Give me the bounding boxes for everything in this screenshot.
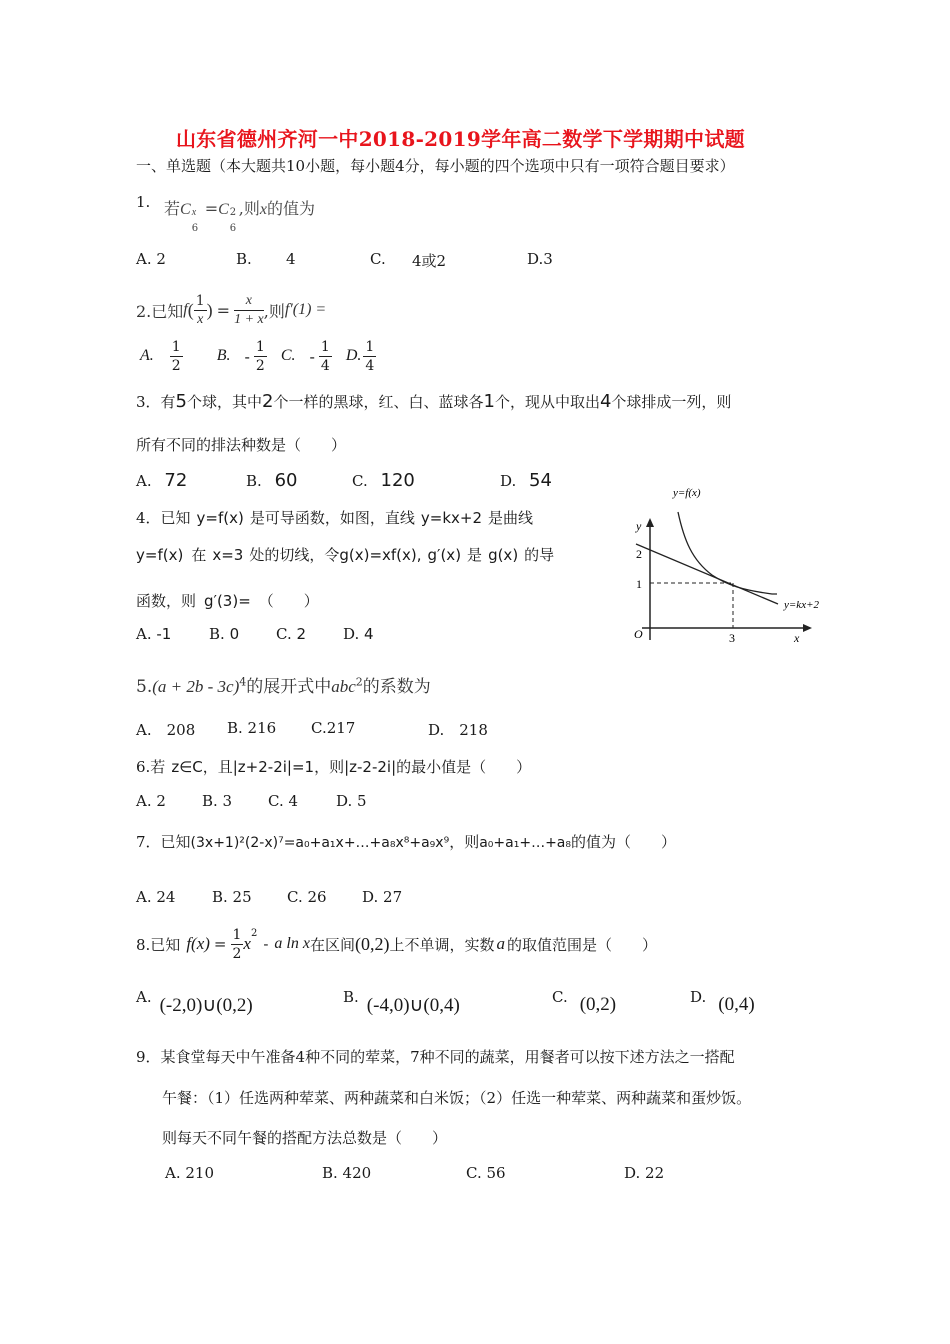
q3-option-b <box>246 470 297 491</box>
q8-option-a <box>136 988 253 1016</box>
q9-line1: 9．某食堂每天中午准备4种不同的荤菜，7种不同的蔬菜，用餐者可以按下述方法之一搭配 <box>136 1048 735 1066</box>
q1-option-c-value: 4或2 <box>412 252 447 270</box>
q4-b-label: B. <box>209 625 225 643</box>
q4-line3 <box>136 590 319 611</box>
q6-stem <box>136 756 531 777</box>
q8-c-value: (0,2) <box>579 994 617 1015</box>
q2-then: ,则 <box>263 301 285 321</box>
q4-a-label: A. <box>136 625 152 643</box>
q2-fprime: f′(1) = <box>284 301 327 318</box>
q5-abc: abc <box>331 677 356 696</box>
q5-expr: (a + 2b - 3c) <box>152 677 240 696</box>
q4-text-e: 处的切线，令 <box>249 546 340 564</box>
q4-d-value: 4 <box>364 625 374 643</box>
q4-c-value: 2 <box>296 625 307 643</box>
q1-sup-x: x <box>191 207 197 218</box>
q5-option-a: A. 208 <box>136 721 196 739</box>
q1-c2: C <box>218 201 229 218</box>
tick-1: 1 <box>636 577 642 591</box>
q8-a-label: A. <box>136 988 152 1006</box>
q5-stem <box>136 672 431 697</box>
q5-tail: 的系数为 <box>362 677 431 697</box>
q4-g2: g(x) <box>488 546 519 564</box>
q8-x: (x) <box>191 934 210 953</box>
q6-option-b: B. 3 <box>202 792 233 810</box>
q8-sq: 2 <box>250 928 258 939</box>
q3-option-d <box>500 470 552 491</box>
origin-label: O <box>634 627 643 641</box>
q7-option-d: D. 27 <box>362 888 403 906</box>
q8-d-value: (0,4) <box>718 994 755 1015</box>
tangent-line <box>636 544 778 604</box>
q7-text-b: ，则 <box>449 833 480 851</box>
q2-frac-num: 1 <box>195 292 205 309</box>
q4-fx: y=f(x) <box>196 509 244 527</box>
q8-option-c <box>552 988 617 1015</box>
q4-option-b <box>209 625 239 643</box>
q1-option-a: A. 2 <box>136 250 166 268</box>
q8-f: f <box>186 934 192 953</box>
q9-option-c: C. 56 <box>466 1164 506 1182</box>
q1-c1: C <box>180 201 191 218</box>
q3-b-value: 60 <box>274 470 298 491</box>
q4-option-a <box>136 625 171 643</box>
y-axis-arrow <box>646 518 654 527</box>
q4-gprime: g′(x) <box>427 546 462 564</box>
q4-a-value: -1 <box>156 625 172 643</box>
q2-a-num: 1 <box>171 338 181 355</box>
q4-b-value: 0 <box>229 625 240 643</box>
q4-text-b: 是可导函数，如图，直线 <box>249 509 415 527</box>
q1-eq: = <box>204 199 219 218</box>
q4-line1 <box>136 507 533 528</box>
q6-option-d: D. 5 <box>336 792 367 810</box>
q6-option-c: C. 4 <box>268 792 299 810</box>
q3-option-a <box>136 470 187 491</box>
q8-text-a: 8.已知 <box>136 935 181 954</box>
q8-a-value: (-2,0)∪(0,2) <box>159 995 253 1016</box>
q2-b-den: 2 <box>255 357 265 374</box>
q4-text-d: 在 <box>191 546 207 564</box>
q1-option-b-value: 4 <box>286 250 296 268</box>
q2-option-a: A. <box>140 347 154 364</box>
q3-text-c: 个一样的黑球，红、白、蓝球各 <box>273 393 484 411</box>
q4-d-label: D. <box>343 625 360 643</box>
q8-b-value: (-4,0)∪(0,4) <box>366 995 460 1016</box>
q2-rhs-den: 1 + x <box>234 311 264 327</box>
q3-n4: 4 <box>599 391 612 412</box>
curve-fx <box>678 512 777 594</box>
q6-text-c: ，则 <box>314 758 345 776</box>
q2-b-num: 1 <box>255 338 265 355</box>
q8-interval: (0,2) <box>354 933 390 954</box>
q4-option-c <box>276 625 306 643</box>
q7-text-c: 的值为（ ） <box>570 833 676 851</box>
q3-line1 <box>136 391 731 412</box>
q8-option-d <box>690 988 755 1015</box>
q7-text-a: 7．已知 <box>136 833 191 851</box>
q2-d-den: 4 <box>365 357 375 374</box>
q4-gx: g(x)=xf(x), <box>339 546 422 564</box>
q9-option-b: B. 420 <box>322 1164 372 1182</box>
page-title: 山东省德州齐河一中2018-2019学年高二数学下学期期中试题 <box>176 127 745 151</box>
q5-mid: 的展开式中 <box>246 677 332 697</box>
section-header: 一、单选题（本大题共10小题，每小题4分，每小题的四个选项中只有一项符合题目要求） <box>136 157 735 175</box>
q7-expr: (3x+1)²(2-x)⁷=a₀+a₁x+…+a₈x⁸+a₉x⁹ <box>190 835 450 851</box>
q4-graph <box>612 480 842 650</box>
q3-d-label: D. <box>500 472 517 490</box>
q3-line2: 所有不同的排法种数是（ ） <box>136 436 347 454</box>
q2-b-sign: - <box>244 346 250 366</box>
q3-n5: 5 <box>175 391 187 412</box>
q3-n2: 2 <box>262 391 274 412</box>
q1-text-c: 的值为 <box>266 199 315 218</box>
q5-option-c: C.217 <box>311 719 356 737</box>
q8-text-c: 上不单调，实数 <box>389 935 495 954</box>
q8-half-num: 1 <box>232 926 242 943</box>
q1-x: x <box>259 201 267 218</box>
q3-text-d: 个，现从中取出 <box>494 393 600 411</box>
q4-x3: x=3 <box>212 546 244 564</box>
q2-c-num: 1 <box>320 338 330 355</box>
q2-frac-den: x <box>197 311 204 327</box>
q7-option-a: A. 24 <box>136 888 176 906</box>
q9-option-d: D. 22 <box>624 1164 665 1182</box>
q3-d-value: 54 <box>529 470 552 491</box>
q2-f: f <box>183 301 188 318</box>
q3-a-value: 72 <box>164 470 188 491</box>
q2-option-c: C. <box>280 347 296 364</box>
q7-option-b: B. 25 <box>212 888 252 906</box>
q4-text-f: 是 <box>467 546 483 564</box>
q7-option-c: C. 26 <box>287 888 327 906</box>
q4-c-label: C. <box>276 625 292 643</box>
q8-b-label: B. <box>343 988 359 1006</box>
q4-line2 <box>136 544 554 565</box>
x-axis-arrow <box>803 624 812 632</box>
q1-number: 1. <box>136 193 151 211</box>
q5-pow: 4 <box>239 675 247 689</box>
q2-c-den: 4 <box>320 357 330 374</box>
q7-stem <box>136 831 676 852</box>
curve-label: y=f(x) <box>673 487 701 499</box>
q1-sub-1: 6 <box>191 223 199 234</box>
q5-lead: 5. <box>136 677 153 697</box>
q3-c-label: C. <box>352 472 368 490</box>
q2-rhs-num: x <box>234 294 264 311</box>
q1-text-b: ,则 <box>238 199 260 218</box>
q8-option-b <box>343 988 460 1016</box>
q3-b-label: B. <box>246 472 262 490</box>
q2-eq: = <box>216 300 231 320</box>
q3-c-value: 120 <box>380 470 415 491</box>
q5-pow2: 2 <box>355 675 363 689</box>
q2-c-sign: - <box>309 346 315 366</box>
q2-option-d: D. <box>345 347 362 364</box>
q3-text-a: 3．有 <box>136 393 176 411</box>
q6-text-d: 的最小值是（ ） <box>396 758 532 776</box>
q4-tangent: y=kx+2 <box>420 509 482 527</box>
q1-option-b: B. <box>236 250 252 268</box>
q3-text-e: 个球排成一列，则 <box>611 393 732 411</box>
line-label: y=kx+2 <box>784 599 819 611</box>
q4-text-g: 的导 <box>524 546 555 564</box>
q6-z: z∈C <box>171 758 203 776</box>
q4-text-a: 4．已知 <box>136 509 191 527</box>
q3-option-c <box>352 470 415 491</box>
tick-2: 2 <box>636 547 642 561</box>
q4-paren: （ ） <box>258 592 319 610</box>
q1-stem <box>164 196 315 234</box>
q8-eq: = <box>213 935 227 953</box>
q8-c-label: C. <box>552 988 568 1006</box>
q6-cond: |z+2-2i|=1 <box>232 758 315 776</box>
q2-stem: 2.已知 f ( $\frac{1}{x}$ ) = $\frac{x}{1 + x}$ ,则 f′(1) = <box>136 292 327 327</box>
q8-text-d: 的取值范围是（ ） <box>507 935 658 954</box>
q8-half-den: 2 <box>232 945 242 962</box>
q4-text-c: 是曲线 <box>488 509 534 527</box>
q1-sup-2: 2 <box>229 207 237 218</box>
q7-sum: a₀+a₁+…+a₈ <box>479 835 571 851</box>
q5-option-b: B. 216 <box>227 719 277 737</box>
q2-options <box>140 336 376 376</box>
q8-a: a <box>496 934 505 953</box>
q8-text-b: 在区间 <box>309 935 355 954</box>
x-axis-label: x <box>794 631 800 645</box>
y-axis-label: y <box>636 519 642 533</box>
q6-expr: |z-2-2i| <box>344 758 397 776</box>
q9-line2: 午餐：（1）任选两种荤菜、两种蔬菜和白米饭；（2）任选一种荤菜、两种蔬菜和蛋炒饭。 <box>162 1089 752 1107</box>
q2-d-num: 1 <box>365 338 375 355</box>
q8-stem <box>136 922 657 966</box>
q6-option-a: A. 2 <box>136 792 166 810</box>
q8-d-label: D. <box>690 988 707 1006</box>
q1-option-c: C. <box>370 250 386 268</box>
tick-3: 3 <box>729 631 735 645</box>
q1-sub-2: 6 <box>229 223 237 234</box>
q2-a-den: 2 <box>171 357 181 374</box>
q9-line3: 则每天不同午餐的搭配方法总数是（ ） <box>162 1129 448 1147</box>
q1-text-a: 若 <box>164 199 181 218</box>
q8-x2: x <box>243 934 251 953</box>
q3-a-label: A. <box>136 472 152 490</box>
q8-minus: - <box>263 935 269 953</box>
q8-aln: a ln x <box>274 935 310 952</box>
q6-text-b: ，且 <box>202 758 233 776</box>
q4-option-d <box>343 625 374 643</box>
q4-fx2: y=f(x) <box>136 546 184 564</box>
q1-option-d: D.3 <box>527 250 553 268</box>
q3-n1: 1 <box>483 391 495 412</box>
q4-text-h: 函数，则 <box>136 592 197 610</box>
q2-lead: 2.已知 <box>136 301 184 321</box>
q6-text-a: 6.若 <box>136 758 166 776</box>
q5-option-d: D. 218 <box>428 721 488 739</box>
q4-g3: g′(3)= <box>204 592 251 610</box>
q3-text-b: 个球，其中 <box>187 393 263 411</box>
q2-option-b: B. <box>216 347 231 364</box>
q9-option-a: A. 210 <box>165 1164 214 1182</box>
